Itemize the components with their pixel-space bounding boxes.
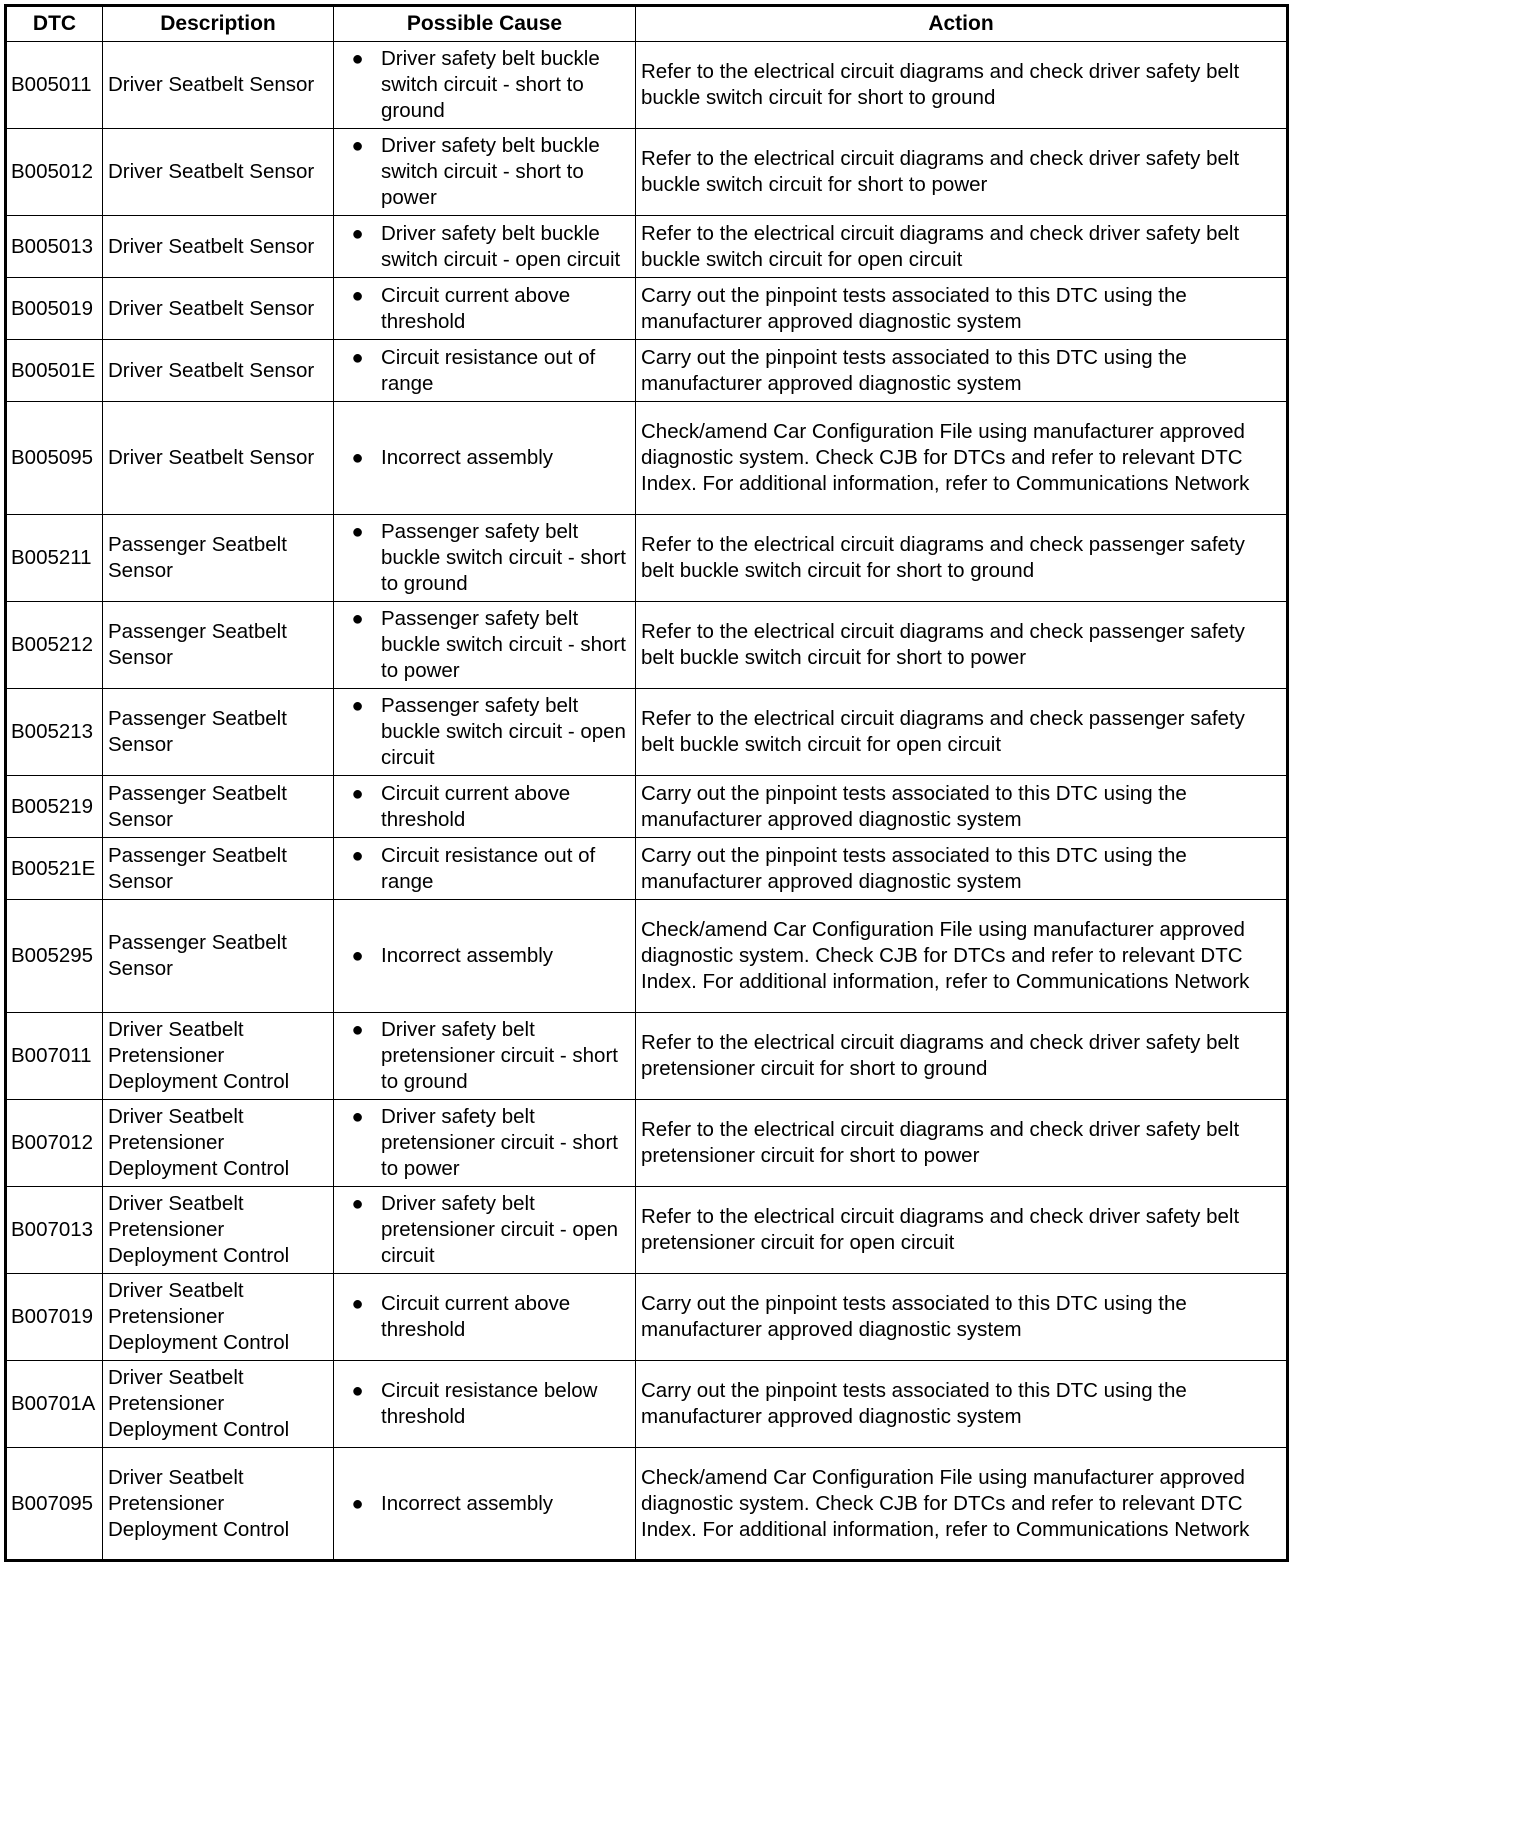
dtc-description: Driver Seatbelt Pretensioner Deployment Control bbox=[103, 1187, 334, 1274]
table-row bbox=[6, 689, 1288, 776]
table-row bbox=[6, 42, 1288, 129]
cause-list-item bbox=[334, 693, 635, 771]
table-row bbox=[6, 1100, 1288, 1187]
dtc-code: B005013 bbox=[6, 216, 103, 278]
table-header-row bbox=[6, 6, 1288, 42]
table-row bbox=[6, 1274, 1288, 1361]
table-row bbox=[6, 1361, 1288, 1448]
possible-cause-text: Passenger safety belt buckle switch circuit - short to power bbox=[381, 607, 626, 682]
table-row bbox=[6, 602, 1288, 689]
possible-cause-cell bbox=[334, 1274, 636, 1361]
dtc-table bbox=[4, 4, 1289, 1562]
possible-cause-text: Incorrect assembly bbox=[381, 446, 554, 469]
cause-list-item bbox=[334, 445, 635, 471]
possible-cause-text: Passenger safety belt buckle switch circuit - open circuit bbox=[381, 694, 626, 769]
bullet-icon: ● bbox=[351, 521, 364, 543]
cause-list-item bbox=[334, 133, 635, 211]
possible-cause-cell bbox=[334, 1100, 636, 1187]
cause-list-item bbox=[334, 1378, 635, 1430]
dtc-description: Driver Seatbelt Sensor bbox=[103, 42, 334, 129]
cause-list-item bbox=[334, 843, 635, 895]
header-description: Description bbox=[103, 6, 334, 42]
bullet-icon: ● bbox=[351, 945, 364, 967]
table-row bbox=[6, 838, 1288, 900]
action-text: Carry out the pinpoint tests associated to this DTC using the manufacturer approved diagnostic system bbox=[636, 1274, 1288, 1361]
header-possible-cause: Possible Cause bbox=[334, 6, 636, 42]
possible-cause-cell bbox=[334, 278, 636, 340]
possible-cause-text: Circuit resistance out of range bbox=[381, 345, 596, 395]
cause-list-item bbox=[334, 1191, 635, 1269]
dtc-description: Passenger Seatbelt Sensor bbox=[103, 776, 334, 838]
table-row bbox=[6, 216, 1288, 278]
dtc-description: Passenger Seatbelt Sensor bbox=[103, 602, 334, 689]
bullet-icon: ● bbox=[351, 1380, 364, 1402]
table-row bbox=[6, 776, 1288, 838]
bullet-icon: ● bbox=[351, 284, 364, 307]
possible-cause-cell bbox=[334, 129, 636, 216]
action-text: Refer to the electrical circuit diagrams and check passenger safety belt buckle switch circuit for open circuit bbox=[636, 689, 1288, 776]
possible-cause-text: Driver safety belt pretensioner circuit - open circuit bbox=[381, 1192, 619, 1267]
dtc-code: B007013 bbox=[6, 1187, 103, 1274]
action-text: Carry out the pinpoint tests associated to this DTC using the manufacturer approved diagnostic system bbox=[636, 278, 1288, 340]
possible-cause-text: Circuit resistance below threshold bbox=[381, 1379, 598, 1428]
possible-cause-text: Driver safety belt buckle switch circuit - open circuit bbox=[381, 221, 621, 271]
table-row bbox=[6, 1187, 1288, 1274]
table-body bbox=[6, 42, 1288, 1561]
action-text: Check/amend Car Configuration File using manufacturer approved diagnostic system. Check CJB for DTCs and refer to relevant DTC Index. For additional information, refer to Communications Network bbox=[636, 1448, 1288, 1561]
cause-list-item bbox=[334, 1104, 635, 1182]
dtc-code: B007095 bbox=[6, 1448, 103, 1561]
possible-cause-cell bbox=[334, 402, 636, 515]
action-text: Refer to the electrical circuit diagrams and check driver safety belt buckle switch circuit for open circuit bbox=[636, 216, 1288, 278]
dtc-code: B005213 bbox=[6, 689, 103, 776]
cause-list-item bbox=[334, 1291, 635, 1343]
bullet-icon: ● bbox=[351, 135, 364, 157]
action-text: Refer to the electrical circuit diagrams and check driver safety belt pretensioner circuit for open circuit bbox=[636, 1187, 1288, 1274]
bullet-icon: ● bbox=[351, 1019, 364, 1041]
cause-list-item bbox=[334, 606, 635, 684]
possible-cause-text: Driver safety belt pretensioner circuit - short to power bbox=[381, 1105, 618, 1180]
possible-cause-text: Driver safety belt pretensioner circuit - short to ground bbox=[381, 1018, 618, 1093]
dtc-description: Driver Seatbelt Pretensioner Deployment Control bbox=[103, 1361, 334, 1448]
possible-cause-cell bbox=[334, 340, 636, 402]
possible-cause-cell bbox=[334, 1187, 636, 1274]
dtc-description: Driver Seatbelt Pretensioner Deployment Control bbox=[103, 1013, 334, 1100]
dtc-code: B007012 bbox=[6, 1100, 103, 1187]
dtc-description: Driver Seatbelt Sensor bbox=[103, 340, 334, 402]
bullet-icon: ● bbox=[351, 222, 364, 245]
possible-cause-text: Circuit resistance out of range bbox=[381, 843, 596, 893]
header-dtc: DTC bbox=[6, 6, 103, 42]
possible-cause-text: Circuit current above threshold bbox=[381, 781, 571, 831]
dtc-description: Driver Seatbelt Pretensioner Deployment Control bbox=[103, 1274, 334, 1361]
dtc-code: B007011 bbox=[6, 1013, 103, 1100]
possible-cause-cell bbox=[334, 602, 636, 689]
action-text: Carry out the pinpoint tests associated to this DTC using the manufacturer approved diagnostic system bbox=[636, 340, 1288, 402]
cause-list-item bbox=[334, 1017, 635, 1095]
bullet-icon: ● bbox=[351, 695, 364, 717]
bullet-icon: ● bbox=[351, 346, 364, 369]
table-row bbox=[6, 278, 1288, 340]
cause-list-item bbox=[334, 345, 635, 397]
dtc-code: B005019 bbox=[6, 278, 103, 340]
dtc-code: B005212 bbox=[6, 602, 103, 689]
possible-cause-cell bbox=[334, 838, 636, 900]
bullet-icon: ● bbox=[351, 1492, 364, 1515]
action-text: Refer to the electrical circuit diagrams and check driver safety belt pretensioner circuit for short to power bbox=[636, 1100, 1288, 1187]
possible-cause-cell bbox=[334, 1013, 636, 1100]
possible-cause-cell bbox=[334, 689, 636, 776]
bullet-icon: ● bbox=[351, 48, 364, 70]
cause-list-item bbox=[334, 519, 635, 597]
cause-list-item bbox=[334, 46, 635, 124]
bullet-icon: ● bbox=[351, 1106, 364, 1128]
action-text: Carry out the pinpoint tests associated to this DTC using the manufacturer approved diagnostic system bbox=[636, 776, 1288, 838]
dtc-description: Passenger Seatbelt Sensor bbox=[103, 689, 334, 776]
dtc-code: B005295 bbox=[6, 900, 103, 1013]
possible-cause-cell bbox=[334, 776, 636, 838]
dtc-code: B00501E bbox=[6, 340, 103, 402]
action-text: Check/amend Car Configuration File using manufacturer approved diagnostic system. Check CJB for DTCs and refer to relevant DTC Index. For additional information, refer to Communications Network bbox=[636, 402, 1288, 515]
possible-cause-text: Circuit current above threshold bbox=[381, 283, 571, 333]
dtc-description: Passenger Seatbelt Sensor bbox=[103, 515, 334, 602]
action-text: Refer to the electrical circuit diagrams and check driver safety belt buckle switch circuit for short to ground bbox=[636, 42, 1288, 129]
header-action: Action bbox=[636, 6, 1288, 42]
action-text: Refer to the electrical circuit diagrams and check driver safety belt pretensioner circuit for short to ground bbox=[636, 1013, 1288, 1100]
cause-list-item bbox=[334, 781, 635, 833]
dtc-code: B00521E bbox=[6, 838, 103, 900]
table-row bbox=[6, 129, 1288, 216]
action-text: Carry out the pinpoint tests associated to this DTC using the manufacturer approved diagnostic system bbox=[636, 1361, 1288, 1448]
cause-list-item bbox=[334, 283, 635, 335]
possible-cause-text: Incorrect assembly bbox=[381, 1491, 554, 1515]
dtc-code: B005095 bbox=[6, 402, 103, 515]
possible-cause-text: Driver safety belt buckle switch circuit - short to power bbox=[381, 134, 600, 209]
bullet-icon: ● bbox=[351, 1193, 364, 1215]
dtc-description: Driver Seatbelt Pretensioner Deployment Control bbox=[103, 1100, 334, 1187]
bullet-icon: ● bbox=[351, 608, 364, 630]
dtc-code: B005211 bbox=[6, 515, 103, 602]
dtc-description: Driver Seatbelt Pretensioner Deployment Control bbox=[103, 1448, 334, 1561]
cause-list-item bbox=[334, 943, 635, 969]
action-text: Refer to the electrical circuit diagrams and check passenger safety belt buckle switch circuit for short to ground bbox=[636, 515, 1288, 602]
dtc-code: B005219 bbox=[6, 776, 103, 838]
table-row bbox=[6, 340, 1288, 402]
bullet-icon: ● bbox=[351, 782, 364, 805]
bullet-icon: ● bbox=[351, 447, 364, 469]
possible-cause-cell bbox=[334, 1448, 636, 1561]
possible-cause-cell bbox=[334, 1361, 636, 1448]
cause-list-item bbox=[334, 1491, 635, 1517]
action-text: Check/amend Car Configuration File using manufacturer approved diagnostic system. Check CJB for DTCs and refer to relevant DTC Index. For additional information, refer to Communications Network bbox=[636, 900, 1288, 1013]
dtc-code: B00701A bbox=[6, 1361, 103, 1448]
possible-cause-text: Driver safety belt buckle switch circuit - short to ground bbox=[381, 47, 600, 122]
possible-cause-cell bbox=[334, 900, 636, 1013]
table-row bbox=[6, 1013, 1288, 1100]
dtc-description: Passenger Seatbelt Sensor bbox=[103, 900, 334, 1013]
table-row bbox=[6, 515, 1288, 602]
cause-list-item bbox=[334, 221, 635, 273]
dtc-description: Passenger Seatbelt Sensor bbox=[103, 838, 334, 900]
possible-cause-cell bbox=[334, 515, 636, 602]
possible-cause-text: Circuit current above threshold bbox=[381, 1292, 571, 1341]
table-row bbox=[6, 1448, 1288, 1561]
possible-cause-cell bbox=[334, 216, 636, 278]
dtc-description: Driver Seatbelt Sensor bbox=[103, 216, 334, 278]
possible-cause-cell bbox=[334, 42, 636, 129]
action-text: Refer to the electrical circuit diagrams and check driver safety belt buckle switch circuit for short to power bbox=[636, 129, 1288, 216]
action-text: Refer to the electrical circuit diagrams and check passenger safety belt buckle switch circuit for short to power bbox=[636, 602, 1288, 689]
action-text: Carry out the pinpoint tests associated to this DTC using the manufacturer approved diagnostic system bbox=[636, 838, 1288, 900]
possible-cause-text: Passenger safety belt buckle switch circuit - short to ground bbox=[381, 520, 626, 595]
possible-cause-text: Incorrect assembly bbox=[381, 944, 554, 967]
dtc-code: B005011 bbox=[6, 42, 103, 129]
dtc-description: Driver Seatbelt Sensor bbox=[103, 278, 334, 340]
dtc-code: B007019 bbox=[6, 1274, 103, 1361]
dtc-description: Driver Seatbelt Sensor bbox=[103, 402, 334, 515]
dtc-description: Driver Seatbelt Sensor bbox=[103, 129, 334, 216]
dtc-code: B005012 bbox=[6, 129, 103, 216]
table-row bbox=[6, 900, 1288, 1013]
bullet-icon: ● bbox=[351, 844, 364, 867]
bullet-icon: ● bbox=[351, 1293, 364, 1315]
table-row bbox=[6, 402, 1288, 515]
